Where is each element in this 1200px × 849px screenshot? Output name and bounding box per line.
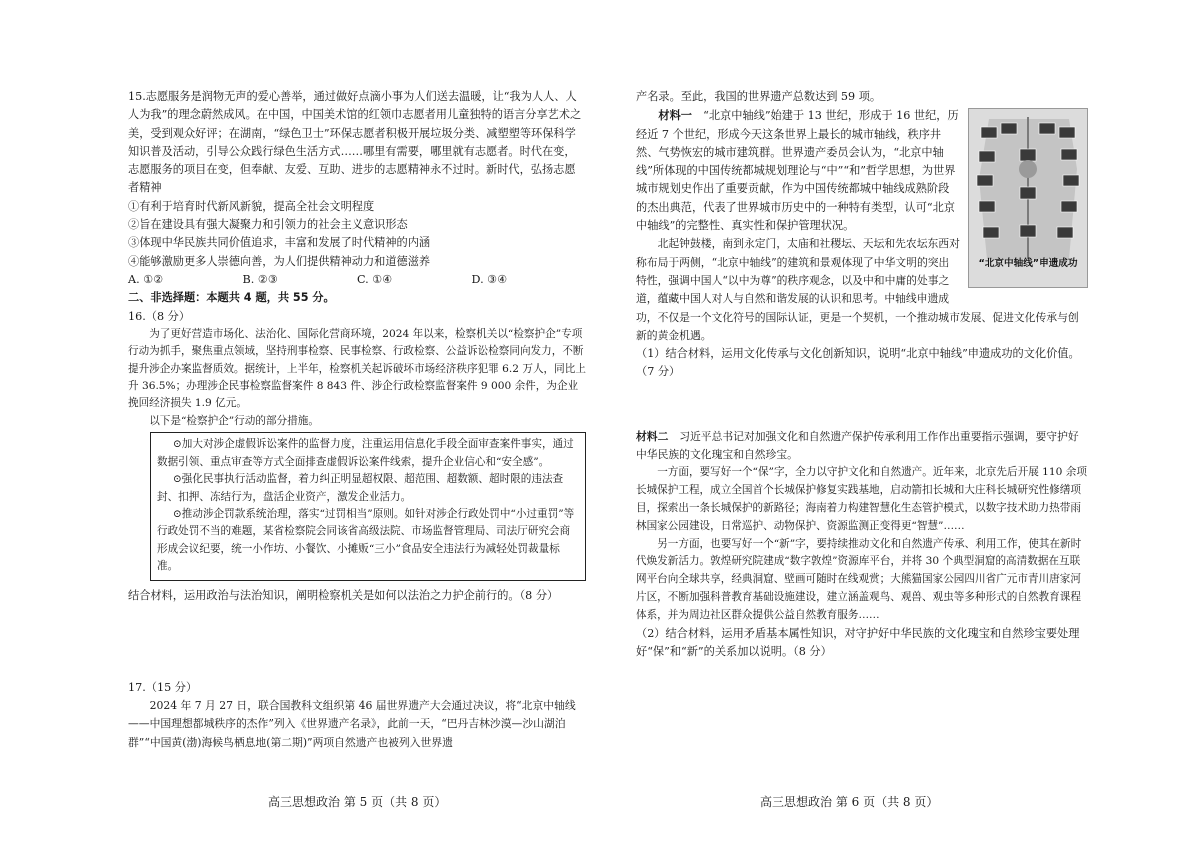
continuation: 产名录。至此，我国的世界遗产总数达到 59 项。 — [636, 90, 882, 103]
q16-question: 结合材料，运用政治与法治知识，阐明检察机关是如何以法治之力护企前行的。（8 分） — [128, 588, 559, 602]
material-2-para-3: 另一方面，也要写好一个“新”字，要持续推动文化和自然遗产传承、利用工作，使其在新时代焕发新活力。敦煌研究院建成“数字敦煌”资源库平台，并将 30 个典型洞窟的高清数据在互联网平台向全球共享，经典洞窟、壁画可随时在线观赏；大熊猫国家公园四川省广元市青川唐家河片区，不断加强科普教育基础设施建设，建立涵盖观鸟、观兽、观虫等多种形式的自然教育课程体系，并为周边社区群众提供公益自然教育服务…… — [636, 537, 1082, 621]
option-b[interactable]: B. ②③ — [242, 272, 278, 286]
page-footer-right: 高三思想政治 第 6 页（共 8 页） — [760, 795, 939, 809]
poster-caption: “北京中轴线”申遗成功 — [978, 258, 1078, 269]
measures-box — [150, 432, 586, 580]
question-2: （2）结合材料，运用矛盾基本属性知识，对守护好中华民族的文化瑰宝和自然珍宝要处理好“保”和“新”的关系加以说明。（8 分） — [636, 626, 1080, 658]
material-1-para-1: “北京中轴线”始建于 13 世纪，形成于 16 世纪，历经近 7 个世纪，形成今天这条世界上最长的城市轴线，秩序井然、气势恢宏的城市建筑群。世界遗产委员会认为，“北京中轴线”所体现的中国传统都城规划理论与“中”“和”哲学思想，为世界城市规划史作出了重要贡献，作为中国传统都城中轴线成熟阶段的杰出典范，代表了世界城市历史中的一种特有类型，认可“北京中轴线”的完整性、真实性和保护管理状况。 — [636, 109, 959, 233]
section-heading: 二、非选择题：本题共 4 题，共 55 分。 — [128, 291, 335, 305]
q17-head: 17.（15 分） — [128, 680, 198, 694]
q15-item-3: ③体现中华民族共同价值追求，丰富和发展了时代精神的内涵 — [128, 236, 431, 250]
q17-para: 2024 年 7 月 27 日，联合国教科文组织第 46 届世界遗产大会通过决议，将“北京中轴线——中国理想都城秩序的杰作”列入《世界遗产名录》，此前一天，“巴丹吉林沙漠—沙山湖泊群”“中国黄(渤)海候鸟栖息地(第二期)”两项自然遗产也被列入世界遗 — [128, 699, 576, 749]
measure-1: ⊙加大对涉企虚假诉讼案件的监督力度，注重运用信息化手段全面审查案件事实，通过数据引领、重点审查等方式全面排查虚假诉讼案件线索，提升企业信心和“安全感”。 — [157, 438, 574, 468]
page-footer-left: 高三思想政治 第 5 页（共 8 页） — [268, 795, 447, 809]
option-c[interactable]: C. ①④ — [357, 272, 393, 286]
q15-options — [128, 271, 586, 289]
answer-space — [128, 605, 586, 679]
q15-stem: 15.志愿服务是润物无声的爱心善举，通过做好点滴小事为人们送去温暖，让“我为人人、人人为我”的理念蔚然成风。在中国，中国美术馆的红领巾志愿者用儿童独特的语言分享艺术之美，受到观众好评；在湖南，“绿色卫士”环保志愿者积极开展垃圾分类、减塑塑等环保科学知识普及活动，引导公众践行绿色生活方式……哪里有需要，哪里就有志愿者。时代在变，志愿服务的项目在变，但奉献、友爱、互助、进步的志愿精神永不过时。新时代，弘扬志愿者精神 — [128, 90, 582, 195]
q16-head: 16.（8 分） — [128, 309, 191, 323]
q15-item-1: ①有利于培育时代新风新貌，提高全社会文明程度 — [128, 199, 375, 213]
material-2-para-1: 习近平总书记对加强文化和自然遗产保护传承利用工作作出重要指示强调，要守护好中华民族的文化瑰宝和自然珍宝。 — [636, 429, 1079, 462]
q15-item-4: ④能够激励更多人崇德向善，为人们提供精神动力和道德滋养 — [128, 254, 431, 268]
q16-para-2: 以下是“检察护企”行动的部分措施。 — [149, 414, 319, 427]
left-page — [128, 88, 586, 752]
q15-item-2: ②旨在建设具有强大凝聚力和引领力的社会主义意识形态 — [128, 218, 408, 232]
measure-2: ⊙强化民事执行活动监督，着力纠正明显超权限、超范围、超数额、超时限的违法查封、扣押、冻结行为，盘活企业资产，激发企业活力。 — [157, 473, 564, 503]
option-d[interactable]: D. ③④ — [471, 272, 508, 286]
question-1: （1）结合材料，运用文化传承与文化创新知识，说明“北京中轴线”申遗成功的文化价值。（7 分） — [636, 347, 1080, 379]
measure-3: ⊙推动涉企罚款系统治理，落实“过罚相当”原则。如针对涉企行政处罚中“小过重罚”等行政处罚不当的难题，某省检察院会同该省高级法院、市场监督管理局、司法厅研究会商形成会议纪要，统一小作坊、小餐饮、小摊贩“三小”食品安全违法行为减轻处罚裁量标准。 — [157, 507, 575, 573]
material-1-para-2: 北起钟鼓楼，南到永定门，太庙和社稷坛、天坛和先农坛东西对称布局于两侧，“北京中轴线”的建筑和景观体现了中华文明的突出特性，强调中国人“以中为尊”的秩序观念，以及中和中庸的处事之道，蕴藏中国人对人与自然和谐发展的认识和思考。中轴线申遗成功，不仅是一个文化符号的国际认证，更是一个契机，一个推动城市发展、促进文化传承与创新的黄金机遇。 — [636, 237, 1079, 342]
material-2-para-2: 一方面，要写好一个“保”字，全力以守护文化和自然遗产。近年来，北京先后开展 110 余项长城保护工程，成立全国首个长城保护修复实践基地，启动箭扣长城和大庄科长城研究性修缮项目，探索出一条长城保护的新路径；海南着力构建智慧化生态管护模式，以数字技术助力热带雨林国家公园建设，日常巡护、动物保护、资源监测正变得更“智慧”…… — [636, 466, 1087, 532]
q16-para-1: 为了更好营造市场化、法治化、国际化营商环境，2024 年以来，检察机关以“检察护企”专项行动为抓手，聚焦重点领域，坚持刑事检察、民事检察、行政检察、公益诉讼检察同向发力，不断提升涉企办案监督质效。据统计，上半年，检察机关起诉破坏市场经济秩序犯罪 6.2 万人，同比上升 36.5%；办理涉企民事检察监督案件 8 843 件、涉企行政检察监督案件 9 000 余件，为企业挽回经济损失 1.9 亿元。 — [128, 327, 586, 410]
option-a[interactable]: A. ①② — [128, 272, 164, 286]
answer-space — [636, 382, 1088, 428]
axis-poster-image — [968, 108, 1088, 288]
right-page — [636, 88, 1088, 661]
material-2-label: 材料二 — [636, 429, 669, 443]
material-1-label: 材料一 — [658, 108, 692, 123]
